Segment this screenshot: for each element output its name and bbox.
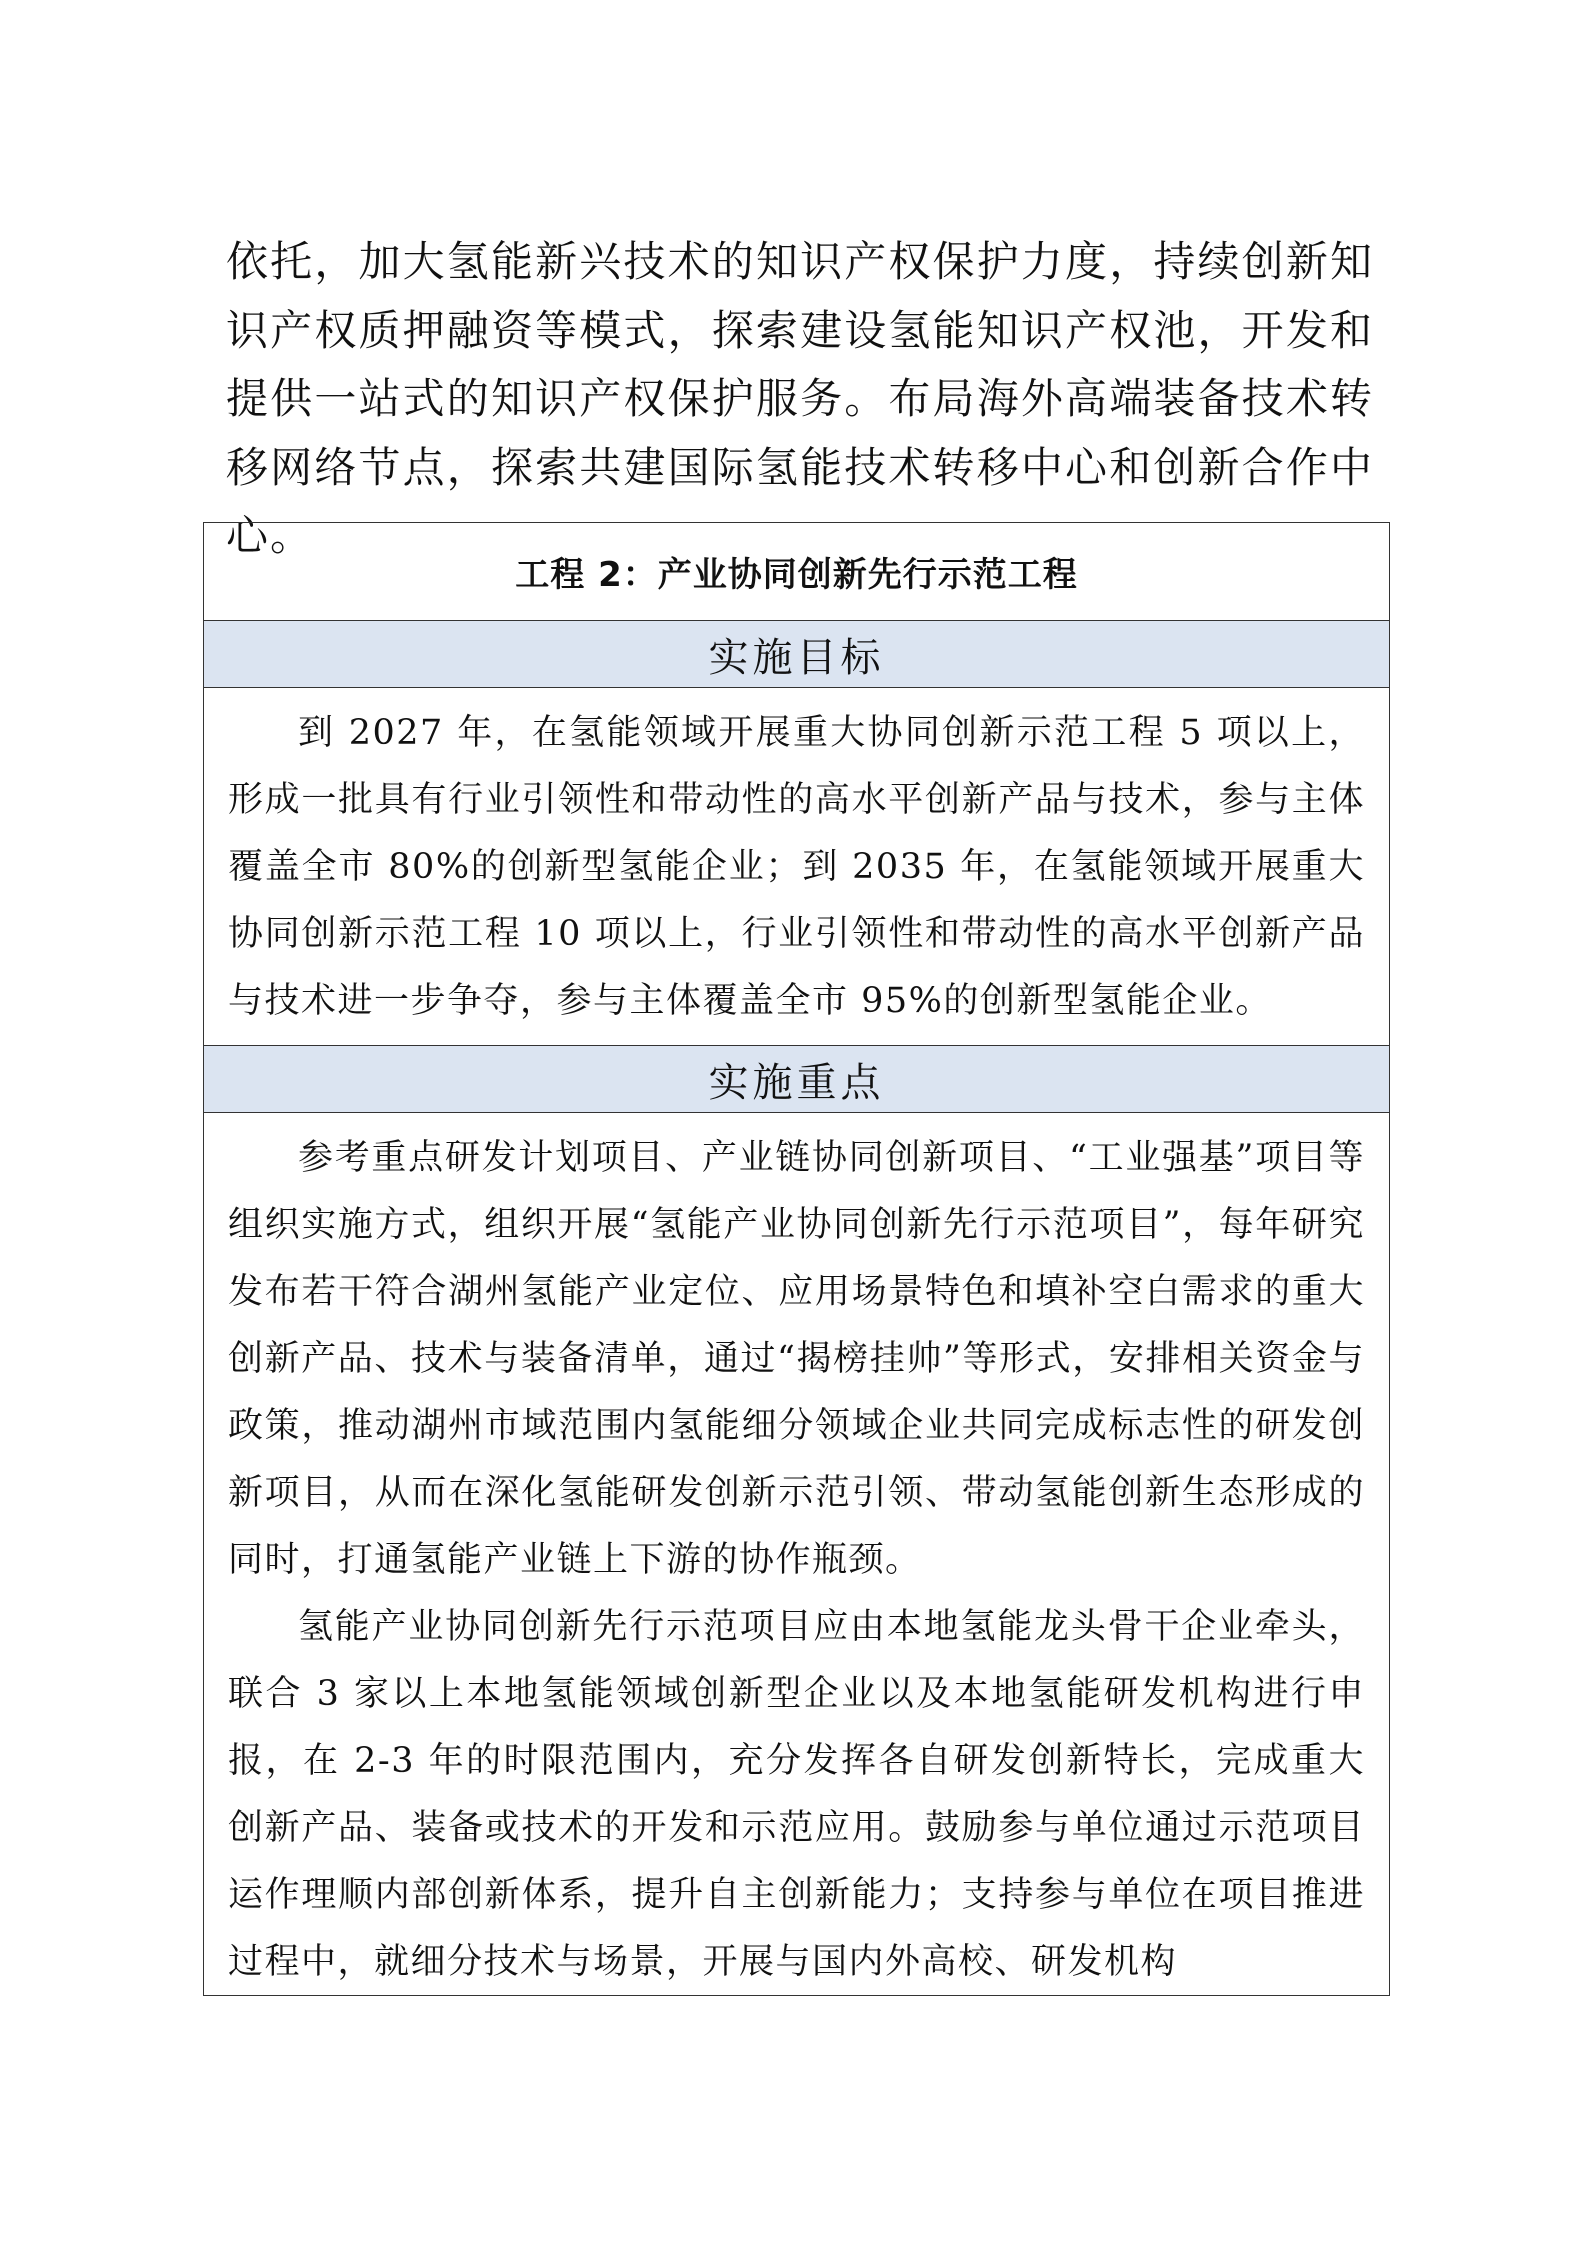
- project-title: 工程 2：产业协同创新先行示范工程: [204, 523, 1389, 621]
- focus-body: [204, 1113, 1389, 1995]
- intro-paragraph: [226, 228, 1374, 571]
- intro-text: 依托，加大氢能新兴技术的知识产权保护力度，持续创新知识产权质押融资等模式，探索建设氢能知识产权池，开发和提供一站式的知识产权保护服务。布局海外高端装备技术转移网络节点，探索共建国际氢能技术转移中心和创新合作中心。: [226, 237, 1374, 560]
- goal-text: 到 2027 年，在氢能领域开展重大协同创新示范工程 5 项以上，形成一批具有行业引领性和带动性的高水平创新产品与技术，参与主体覆盖全市 80%的创新型氢能企业；到 2035 年，在氢能领域开展重大协同创新示范工程 10 项以上，行业引领性和带动性的高水平创新产品与技术进一步争夺，参与主体覆盖全市 95%的创新型氢能企业。: [228, 713, 1365, 1021]
- focus-paragraph-1: 参考重点研发计划项目、产业链协同创新项目、“工业强基”项目等组织实施方式，组织开展“氢能产业协同创新先行示范项目”，每年研究发布若干符合湖州氢能产业定位、应用场景特色和填补空白需求的重大创新产品、技术与装备清单，通过“揭榜挂帅”等形式，安排相关资金与政策，推动湖州市域范围内氢能细分领域企业共同完成标志性的研发创新项目，从而在深化氢能研发创新示范引领、带动氢能创新生态形成的同时，打通氢能产业链上下游的协作瓶颈。: [228, 1138, 1365, 1580]
- goal-header: 实施目标: [204, 621, 1389, 688]
- project-box: [203, 522, 1390, 1996]
- focus-paragraph-2: 氢能产业协同创新先行示范项目应由本地氢能龙头骨干企业牵头，联合 3 家以上本地氢能领域创新型企业以及本地氢能研发机构进行申报，在 2-3 年的时限范围内，充分发挥各自研发创新特长，完成重大创新产品、装备或技术的开发和示范应用。鼓励参与单位通过示范项目运作理顺内部创新体系，提升自主创新能力；支持参与单位在项目推进过程中，就细分技术与场景，开展与国内外高校、研发机构: [228, 1607, 1365, 1982]
- focus-header: 实施重点: [204, 1046, 1389, 1113]
- goal-body: [204, 688, 1389, 1046]
